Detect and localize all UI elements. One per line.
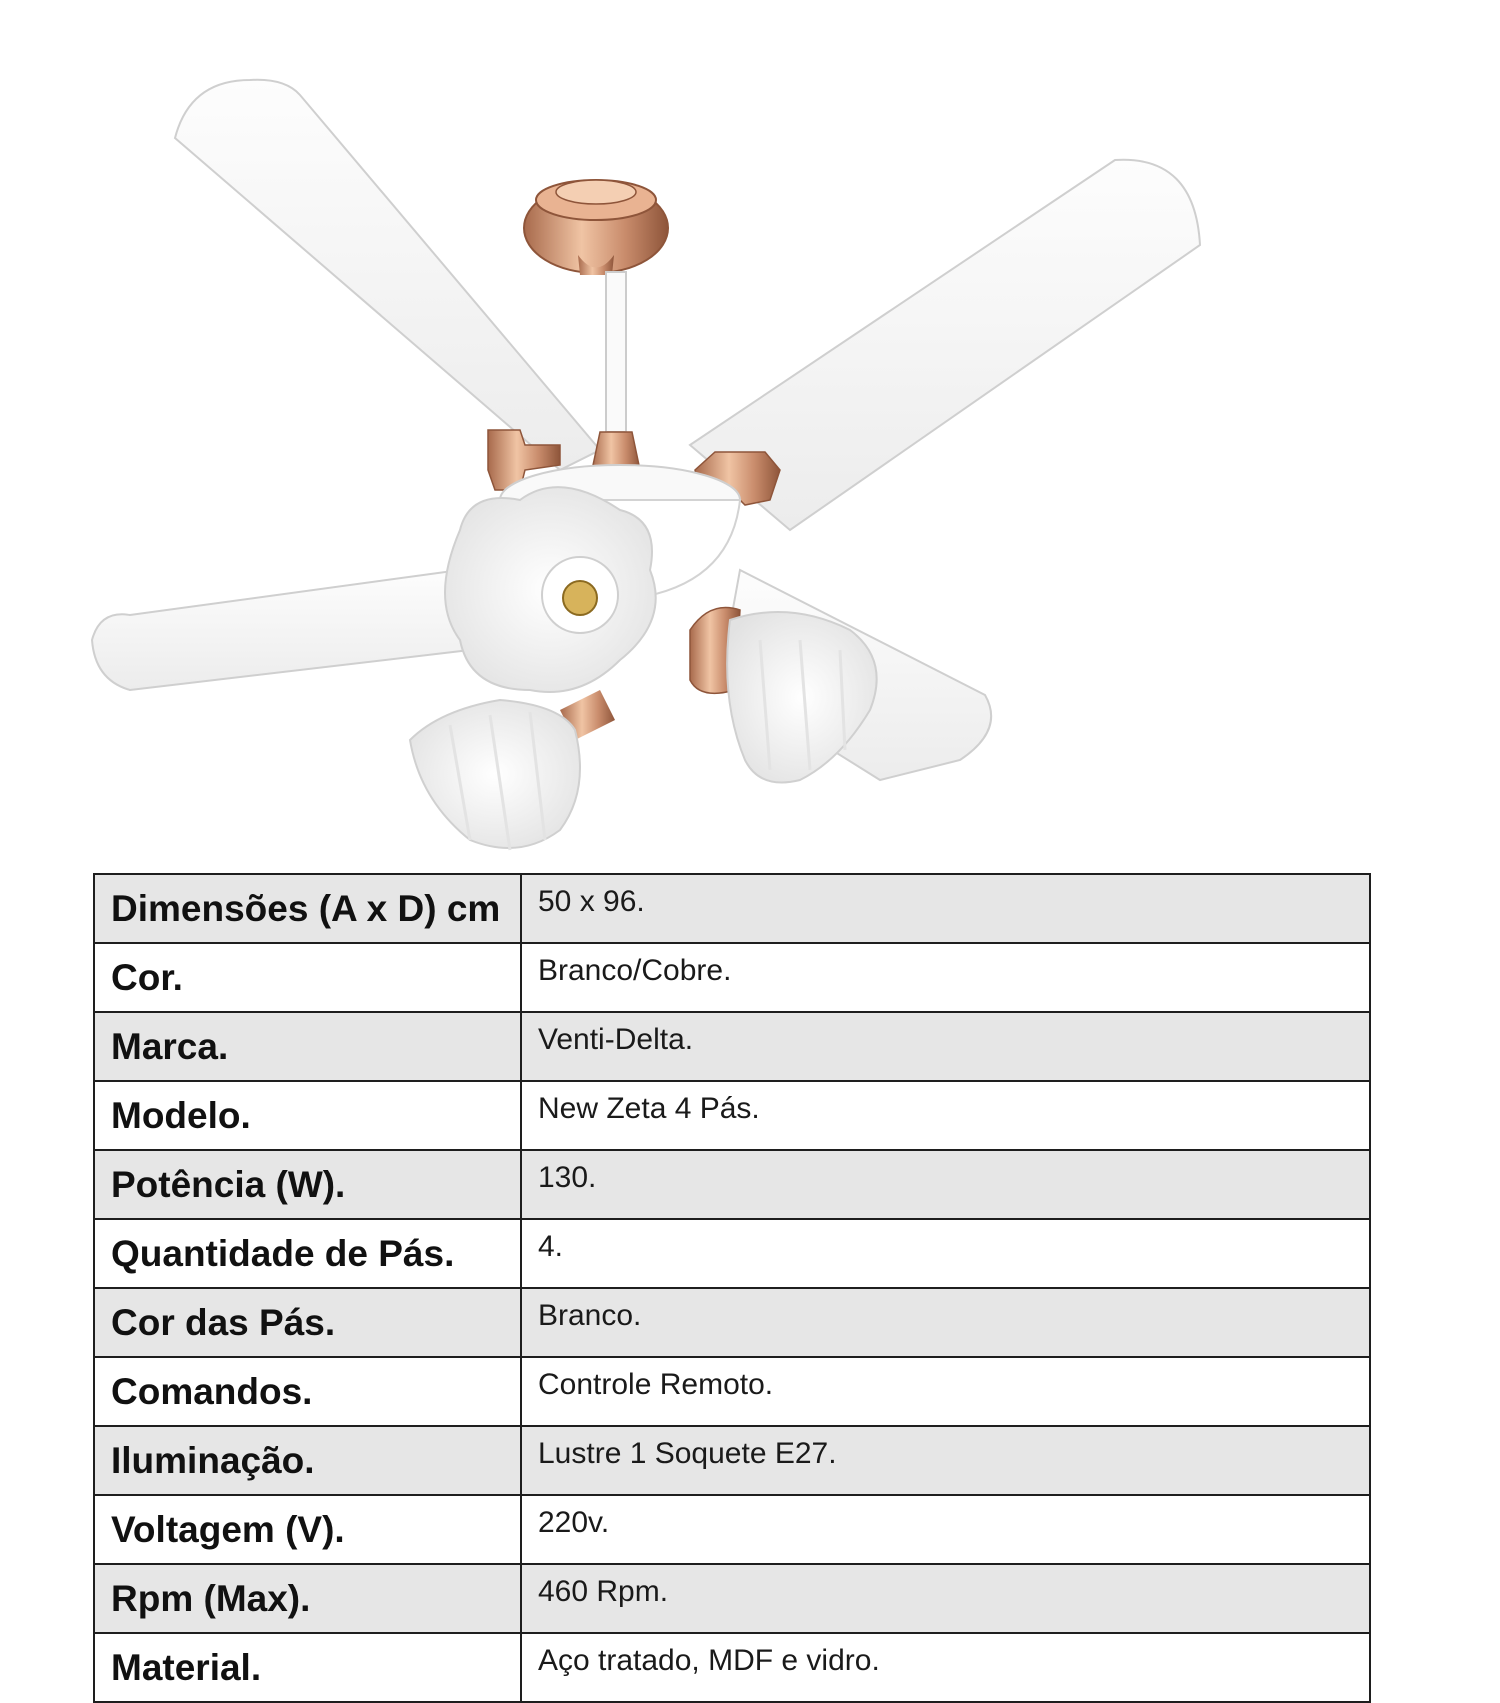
spec-label: Comandos. [94, 1357, 521, 1426]
spec-value: 460 Rpm. [521, 1564, 1370, 1633]
spec-value: 220v. [521, 1495, 1370, 1564]
spec-label: Modelo. [94, 1081, 521, 1150]
spec-label: Material. [94, 1633, 521, 1702]
spec-row [94, 1633, 1370, 1702]
spec-row [94, 1219, 1370, 1288]
spec-label: Rpm (Max). [94, 1564, 521, 1633]
spec-value: Controle Remoto. [521, 1357, 1370, 1426]
spec-label: Cor das Pás. [94, 1288, 521, 1357]
glass-shade-left [410, 690, 615, 850]
spec-table [93, 873, 1371, 1703]
spec-row [94, 1081, 1370, 1150]
spec-row [94, 1426, 1370, 1495]
spec-row [94, 1564, 1370, 1633]
spec-value: 4. [521, 1219, 1370, 1288]
spec-label: Voltagem (V). [94, 1495, 521, 1564]
spec-value: Aço tratado, MDF e vidro. [521, 1633, 1370, 1702]
downrod [606, 272, 626, 432]
spec-row [94, 1357, 1370, 1426]
spec-label: Marca. [94, 1012, 521, 1081]
fan-blade-left [92, 570, 470, 690]
spec-row [94, 1150, 1370, 1219]
spec-label: Dimensões (A x D) cm [94, 874, 521, 943]
spec-value: 130. [521, 1150, 1370, 1219]
spec-row [94, 943, 1370, 1012]
spec-label: Iluminação. [94, 1426, 521, 1495]
canopy-mount [524, 180, 668, 275]
spec-value: Branco/Cobre. [521, 943, 1370, 1012]
fan-blade-top-left [175, 80, 600, 470]
spec-row [94, 1495, 1370, 1564]
spec-value: 50 x 96. [521, 874, 1370, 943]
spec-label: Cor. [94, 943, 521, 1012]
spec-label: Quantidade de Pás. [94, 1219, 521, 1288]
glass-shade-front [445, 487, 656, 692]
spec-row [94, 874, 1370, 943]
spec-label: Potência (W). [94, 1150, 521, 1219]
spec-row [94, 1288, 1370, 1357]
spec-value: Lustre 1 Soquete E27. [521, 1426, 1370, 1495]
spec-value: New Zeta 4 Pás. [521, 1081, 1370, 1150]
spec-value: Venti-Delta. [521, 1012, 1370, 1081]
spec-row [94, 1012, 1370, 1081]
spec-value: Branco. [521, 1288, 1370, 1357]
